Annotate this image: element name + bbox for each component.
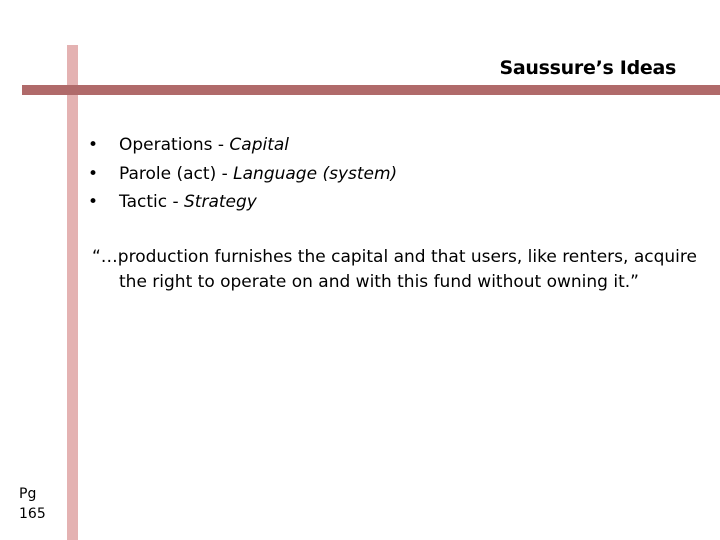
horizontal-accent-bar xyxy=(22,85,720,95)
quote-text: “…production furnishes the capital and that users, like renters, acquire the right to operate on and with this fund without owning it.” xyxy=(92,247,697,292)
bullet-emphasis: Language (system) xyxy=(233,163,398,184)
bullet-marker: • xyxy=(88,192,99,212)
bullet-list xyxy=(88,131,397,217)
bullet-emphasis: Strategy xyxy=(184,192,257,212)
bullet-text: Tactic - xyxy=(119,192,185,212)
slide-title: Saussure’s Ideas xyxy=(499,57,676,79)
bullet-marker: • xyxy=(88,163,99,184)
page-number: 165 xyxy=(19,506,46,522)
page-reference xyxy=(19,484,46,524)
bullet-marker: • xyxy=(88,135,99,155)
bullet-item-tactic xyxy=(88,188,397,217)
bullet-text: Parole (act) - xyxy=(119,163,234,184)
bullet-item-operations xyxy=(88,131,397,160)
bullet-item-parole xyxy=(88,160,397,189)
bullet-text: Operations - xyxy=(119,135,230,155)
bullet-emphasis: Capital xyxy=(229,135,290,155)
vertical-accent-bar xyxy=(67,45,78,540)
page-label: Pg xyxy=(19,486,37,502)
